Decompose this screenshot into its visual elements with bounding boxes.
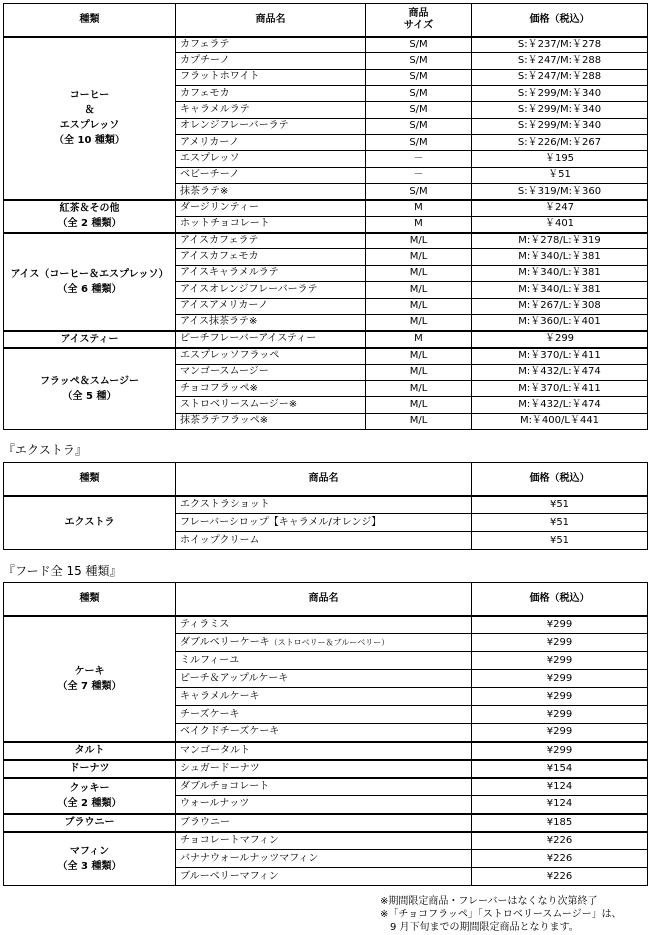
item-name [176, 135, 366, 151]
category-label: （全 7 種類） [57, 680, 122, 692]
item-name [176, 265, 366, 281]
item-price: S:￥247/M:￥288 [472, 69, 648, 85]
drink-menu-table [3, 3, 648, 430]
item-price: ¥299 [472, 742, 648, 760]
item-name [176, 53, 366, 69]
table-row [4, 814, 648, 832]
table-row [4, 496, 648, 514]
item-name-text: キャラメルケーキ [180, 690, 260, 702]
item-name [176, 742, 472, 760]
item-size: S/M [366, 69, 472, 85]
item-price: ¥226 [472, 850, 648, 868]
category-label: コーヒー [69, 90, 110, 102]
item-name [176, 850, 472, 868]
table-row [4, 331, 648, 348]
category-label: 紅茶＆その他 [59, 203, 120, 215]
item-name-text: ティラミス [180, 618, 230, 630]
category-label: ＆ [84, 105, 95, 117]
header-row [4, 463, 648, 496]
item-name-text: アイスカフェモカ [180, 251, 259, 263]
item-name-note: （ストロベリー＆ブルーベリー） [269, 637, 390, 647]
item-name [176, 282, 366, 298]
item-name-text: エスプレッソフラッペ [180, 350, 280, 362]
item-name-text: アイスカフェラテ [180, 235, 259, 247]
item-price: ￥195 [472, 151, 648, 167]
item-size: M/L [366, 282, 472, 298]
header-type: 種類 [4, 463, 176, 496]
item-name-text: キャラメルラテ [180, 104, 250, 116]
item-price: ¥154 [472, 760, 648, 778]
category-cell [4, 331, 176, 348]
item-name [176, 233, 366, 249]
item-name-text: ピーチ＆アップルケーキ [180, 672, 289, 684]
item-name-text: チョコレートマフィン [180, 834, 279, 846]
item-price: M:￥340/L:￥381 [472, 249, 648, 265]
item-name-text: 抹茶ラテ※ [180, 185, 229, 197]
item-name-text: フラットホワイト [180, 71, 260, 83]
category-cell [4, 496, 176, 550]
item-name-text: エクストラショット [180, 498, 270, 510]
item-name [176, 706, 472, 724]
item-name [176, 616, 472, 634]
food-section-title: 『フード全 15 種類』 [3, 564, 122, 578]
item-name-text: バナナウォールナッツマフィン [180, 852, 319, 864]
item-name [176, 796, 472, 814]
item-size: M/L [366, 348, 472, 364]
item-price: ¥299 [472, 634, 648, 652]
item-name [176, 380, 366, 396]
table-row [4, 348, 648, 364]
header-type: 種類 [4, 583, 176, 616]
item-price: ￥299 [472, 331, 648, 348]
category-label: （全 6 種類） [57, 283, 122, 295]
item-name [176, 298, 366, 314]
item-size: M/L [366, 249, 472, 265]
header-size [366, 4, 472, 37]
item-price: M:￥370/L:￥411 [472, 380, 648, 396]
item-size: M [366, 331, 472, 348]
item-name-text: ダージリンティー [180, 202, 259, 214]
item-size: S/M [366, 37, 472, 53]
category-label: ブラウニー [64, 817, 115, 828]
header-name: 商品名 [176, 4, 366, 37]
item-name [176, 413, 366, 429]
item-name [176, 314, 366, 330]
item-price: S:￥226/M:￥267 [472, 135, 648, 151]
item-price: ¥51 [472, 496, 648, 514]
item-name-text: カプチーノ [180, 55, 230, 67]
header-name: 商品名 [176, 583, 472, 616]
item-price: M:￥432/L:￥474 [472, 397, 648, 413]
item-size: S/M [366, 86, 472, 102]
item-name [176, 167, 366, 183]
item-name [176, 102, 366, 118]
item-size: － [366, 151, 472, 167]
item-name [176, 249, 366, 265]
item-name-text: マンゴータルト [180, 744, 250, 756]
item-name [176, 760, 472, 778]
item-size: M/L [366, 364, 472, 380]
category-cell [4, 348, 176, 430]
table-row [4, 200, 648, 216]
item-name-text: ホイップクリーム [180, 534, 260, 546]
item-name-text: ストロベリースムージー※ [180, 398, 298, 410]
item-price: ¥51 [472, 532, 648, 550]
item-name-text: アメリカーノ [180, 136, 240, 148]
item-name-text: マンゴースムージー [180, 366, 269, 378]
item-name [176, 118, 366, 134]
item-name [176, 832, 472, 850]
item-name [176, 86, 366, 102]
item-name-text: アイスアメリカーノ [180, 300, 269, 312]
item-size: S/M [366, 53, 472, 69]
category-cell [4, 832, 176, 886]
category-cell [4, 742, 176, 760]
item-price: M:￥432/L:￥474 [472, 364, 648, 380]
item-name [176, 652, 472, 670]
category-label: （全 5 種） [62, 390, 117, 402]
item-name-text: ホットチョコレート [180, 218, 270, 230]
item-name [176, 514, 472, 532]
category-label: エクストラ [64, 517, 115, 529]
item-price: S:￥237/M:￥278 [472, 37, 648, 53]
category-label: アイス（コーヒー＆エスプレッソ） [10, 268, 169, 280]
item-name [176, 814, 472, 832]
category-cell [4, 760, 176, 778]
item-name [176, 868, 472, 886]
category-label: クッキー [69, 782, 110, 794]
item-price: ￥247 [472, 200, 648, 216]
item-name [176, 216, 366, 232]
item-price: S:￥247/M:￥288 [472, 53, 648, 69]
category-label: タルト [74, 745, 105, 756]
item-name-text: ミルフィーユ [180, 654, 240, 666]
item-name-text: ブルーベリーマフィン [180, 870, 279, 882]
item-size: M [366, 216, 472, 232]
item-name [176, 688, 472, 706]
item-price: M:￥340/L:￥381 [472, 265, 648, 281]
item-size: M/L [366, 233, 472, 249]
item-price: ¥299 [472, 652, 648, 670]
item-name [176, 634, 472, 652]
table-row [4, 37, 648, 53]
item-name-text: ウォールナッツ [180, 798, 250, 810]
item-price: ¥226 [472, 868, 648, 886]
item-price: ¥299 [472, 706, 648, 724]
item-price: S:￥299/M:￥340 [472, 86, 648, 102]
item-name [176, 200, 366, 216]
item-price: M:￥360/L:￥401 [472, 314, 648, 330]
food-menu-table [3, 582, 648, 886]
item-name [176, 348, 366, 364]
footnote: 9 月下旬までの期間限定商品となります。 [380, 922, 579, 933]
extra-section-title: 『エクストラ』 [3, 443, 87, 457]
item-price: ¥226 [472, 832, 648, 850]
category-cell [4, 200, 176, 233]
item-price: ¥299 [472, 616, 648, 634]
item-name [176, 397, 366, 413]
category-label: アイスティー [60, 333, 119, 345]
item-size: M/L [366, 413, 472, 429]
item-price: M:￥278/L:￥319 [472, 233, 648, 249]
item-name-text: ダブルチョコレート [180, 780, 270, 792]
item-name-text: チョコフラッペ※ [180, 382, 258, 394]
extra-menu-table [3, 462, 648, 550]
header-size-line: サイズ [403, 19, 434, 31]
header-row [4, 583, 648, 616]
item-name [176, 724, 472, 742]
table-row [4, 760, 648, 778]
header-name: 商品名 [176, 463, 472, 496]
item-name-text: アイスキャラメルラテ [180, 267, 279, 279]
item-price: ￥401 [472, 216, 648, 232]
item-name-text: 抹茶ラテフラッペ※ [180, 415, 269, 427]
category-label: エスプレッソ [59, 120, 120, 132]
item-name [176, 364, 366, 380]
item-size: S/M [366, 184, 472, 200]
item-name [176, 670, 472, 688]
item-name-text: シュガードーナツ [180, 762, 260, 774]
item-price: M:￥267/L:￥308 [472, 298, 648, 314]
table-row [4, 616, 648, 634]
item-name-text: ベビーチーノ [180, 169, 240, 181]
item-name [176, 151, 366, 167]
item-size: M/L [366, 380, 472, 396]
category-label: フラッペ＆スムージー [39, 375, 140, 387]
item-price: M:￥340/L:￥381 [472, 282, 648, 298]
category-cell [4, 37, 176, 200]
item-size: － [366, 167, 472, 183]
category-label: ドーナツ [69, 763, 110, 774]
item-price: S:￥319/M:￥360 [472, 184, 648, 200]
item-name-text: カフェラテ [180, 38, 230, 50]
item-name [176, 69, 366, 85]
item-price: ¥51 [472, 514, 648, 532]
category-label: マフィン [69, 845, 110, 857]
category-label: （全 3 種類） [57, 860, 122, 872]
header-size-line: 商品 [408, 7, 429, 19]
item-name [176, 331, 366, 348]
header-price: 価格（税込） [472, 463, 648, 496]
item-name-text: エスプレッソ [180, 153, 240, 165]
header-price: 価格（税込） [472, 583, 648, 616]
item-size: M [366, 200, 472, 216]
item-size: M/L [366, 397, 472, 413]
table-row [4, 233, 648, 249]
category-label: ケーキ [74, 665, 105, 677]
category-cell [4, 778, 176, 814]
category-label: （全 2 種類） [57, 218, 122, 230]
item-price: S:￥299/M:￥340 [472, 102, 648, 118]
item-name [176, 496, 472, 514]
category-cell [4, 616, 176, 742]
footnotes [380, 895, 622, 934]
item-price: ¥299 [472, 688, 648, 706]
item-name-text: チーズケーキ [180, 708, 240, 720]
item-size: M/L [366, 314, 472, 330]
item-name [176, 778, 472, 796]
item-name-text: フレーバーシロップ【キャラメル/オレンジ】 [180, 516, 382, 528]
item-size: S/M [366, 102, 472, 118]
item-name-text: ダブルベリーケーキ [180, 636, 270, 648]
item-price: M:￥370/L:￥411 [472, 348, 648, 364]
item-price: ￥51 [472, 167, 648, 183]
item-size: M/L [366, 265, 472, 281]
category-cell [4, 814, 176, 832]
item-name-text: ブラウニー [180, 816, 230, 828]
item-name [176, 532, 472, 550]
table-row [4, 778, 648, 796]
item-name-text: オレンジフレーバーラテ [180, 120, 289, 132]
item-name-text: ベイクドチーズケーキ [180, 726, 280, 738]
item-name-text: アイスオレンジフレーバーラテ [180, 283, 318, 295]
item-price: ¥124 [472, 796, 648, 814]
item-name [176, 37, 366, 53]
category-cell [4, 233, 176, 331]
item-price: ¥124 [472, 778, 648, 796]
item-name-text: カフェモカ [180, 87, 230, 99]
table-row [4, 832, 648, 850]
footnote: ※「チョコフラッペ」「ストロベリースムージー」は、 [380, 909, 622, 920]
footnote: ※期間限定商品・フレーバーはなくなり次第終了 [380, 896, 598, 907]
item-size: M/L [366, 298, 472, 314]
item-name-text: アイス抹茶ラテ※ [180, 316, 258, 328]
header-type: 種類 [4, 4, 176, 37]
item-size: S/M [366, 118, 472, 134]
item-name-text: ピーチフレーバーアイスティー [180, 333, 317, 345]
header-row [4, 4, 648, 37]
item-name [176, 184, 366, 200]
header-price: 価格（税込） [472, 4, 648, 37]
item-price: ¥299 [472, 724, 648, 742]
table-row [4, 742, 648, 760]
item-price: ¥299 [472, 670, 648, 688]
item-price: ¥185 [472, 814, 648, 832]
item-size: S/M [366, 135, 472, 151]
category-label: （全 10 種類） [54, 135, 125, 147]
item-price: M:￥400/L￥441 [472, 413, 648, 429]
item-price: S:￥299/M:￥340 [472, 118, 648, 134]
category-label: （全 2 種類） [57, 797, 122, 809]
